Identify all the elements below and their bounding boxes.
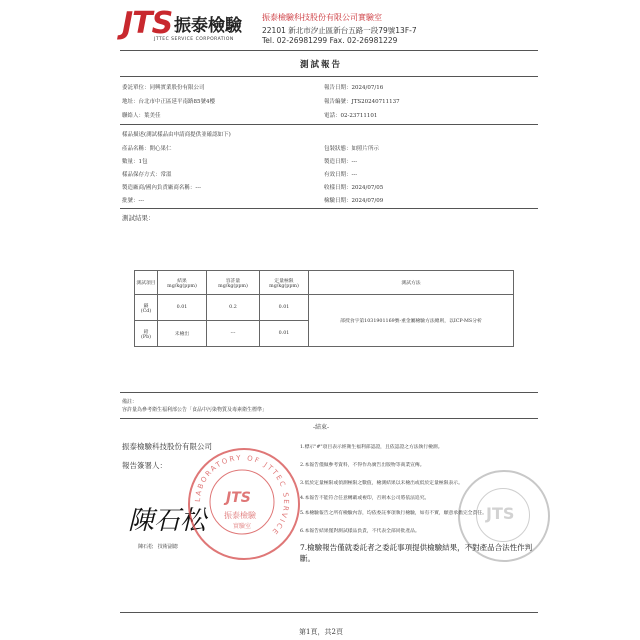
header-result: 結果 mg/kg(ppm) xyxy=(158,271,207,295)
stamp-ring-text: LABORATORY OF JTTEC SERVICE xyxy=(193,453,291,537)
exp-row: 有效日期：--- xyxy=(324,172,358,178)
note-item: 6.本報告結果僅對測試樣品負責，不代表全部同批產品。 xyxy=(300,529,420,534)
row-limit: --- xyxy=(207,321,260,347)
note-item: 3.低於定量極限或偵測極限之數值，檢測結果以未檢出或低於定量極限表示。 xyxy=(300,481,463,486)
mfg-row: 製造日期：--- xyxy=(324,159,358,165)
row-result: 未檢出 xyxy=(158,321,207,347)
product-name-row: 產品名稱：開心果仁 xyxy=(122,146,172,152)
method-cell: 部授食字第1031901169號-重金屬檢驗方法總則，以ICP-MS分析 xyxy=(309,295,514,347)
stamp-mark: JTS xyxy=(226,490,251,506)
signature-icon: 陳石松 xyxy=(128,506,207,536)
stamp-sub: 實驗室 xyxy=(233,523,252,530)
qty-row: 數量：1包 xyxy=(122,159,148,165)
divider xyxy=(120,392,538,393)
table-header-row xyxy=(135,271,514,295)
signoff-company: 振泰檢驗科技股份有限公司 xyxy=(122,442,212,451)
company-address: 22101 新北市汐止區新台五路一段79號13F-7 xyxy=(262,26,417,35)
results-title: 測試結果： xyxy=(122,214,155,222)
row-item: 鎘 (Cd) xyxy=(135,295,158,321)
report-date-row: 報告日期：2024/07/16 xyxy=(324,85,384,91)
divider xyxy=(120,612,538,613)
header-item: 測試項目 xyxy=(135,271,158,295)
client-row: 委託單位：同興實業股份有限公司 xyxy=(122,85,205,91)
signer-name-title: 陳石松 技術副總 xyxy=(138,544,178,550)
remark-label: 備註： xyxy=(122,399,138,405)
row-result: 0.01 xyxy=(158,295,207,321)
phone-row: 電話：02-23711101 xyxy=(324,113,378,119)
contact-row: 聯絡人：葉美佳 xyxy=(122,113,161,119)
page-title: 測試報告 xyxy=(299,60,342,70)
recv-row: 收樣日期：2024/07/05 xyxy=(324,185,384,191)
stamp-cn: 振泰檢驗 xyxy=(224,511,256,520)
row-loq: 0.01 xyxy=(260,295,309,321)
header-loq: 定量極限 mg/kg(ppm) xyxy=(260,271,309,295)
header-limit: 容許量 mg/kg(ppm) xyxy=(207,271,260,295)
note-item: 1.標示"#"項目表示經衛生福利部認證，且依認證之方法執行檢測。 xyxy=(300,445,443,450)
end-mark: -結束- xyxy=(312,424,330,431)
divider xyxy=(120,124,538,125)
row-item: 鉛 (Pb) xyxy=(135,321,158,347)
row-limit: 0.2 xyxy=(207,295,260,321)
divider xyxy=(120,418,538,419)
note-item: 5.本檢驗報告之所有檢驗內容，均依委託事項執行檢驗，如有不實，願意承擔完全責任。 xyxy=(300,511,487,516)
jts-logo-icon: JTS xyxy=(122,6,173,41)
header-divider xyxy=(120,50,538,51)
pack-row: 包裝狀態：如照片所示 xyxy=(324,146,380,152)
note-item: 7.檢驗報告僅就委託者之委託事項提供檢驗結果，不對產品合法性作判斷。 xyxy=(300,543,533,563)
address-row: 地址：台北市中正區延平南路85號4樓 xyxy=(122,99,216,105)
logo-chinese-name: 振泰檢驗 xyxy=(174,16,242,36)
company-tel-fax: Tel. 02-26981299 Fax. 02-26981229 xyxy=(262,36,398,45)
divider xyxy=(120,76,538,77)
report-page xyxy=(92,0,550,640)
test-date-row: 檢驗日期：2024/07/09 xyxy=(324,198,384,204)
report-no-row: 報告編號：JTS20240711137 xyxy=(324,99,400,105)
note-item: 2.本報告僅做參考資料，不得作為廣告出版物等商業宣傳。 xyxy=(300,463,425,468)
results-table xyxy=(134,270,514,347)
company-name: 振泰檢驗科技股份有限公司實驗室 xyxy=(262,13,382,22)
signer-label: 報告簽署人： xyxy=(122,461,167,470)
remark-text: 容許量為參考衛生福利部公告「食品中污染物質及毒素衛生標準」 xyxy=(122,407,268,413)
maker-row: 製造廠商/國內負責廠商名稱：--- xyxy=(122,185,201,191)
sample-desc: 樣品描述(測試樣品由申請商提供並確認如下) xyxy=(122,132,231,138)
header-method: 測試方法 xyxy=(309,271,514,295)
page-number: 第1頁，共2頁 xyxy=(299,628,343,636)
table-row xyxy=(135,295,514,321)
storage-row: 樣品保存方式：常溫 xyxy=(122,172,172,178)
watermark-mark: JTS xyxy=(486,504,515,523)
batch-row: 批號：--- xyxy=(122,198,145,204)
lab-stamp-icon xyxy=(188,448,300,560)
divider xyxy=(120,208,538,209)
row-loq: 0.01 xyxy=(260,321,309,347)
note-item: 4.本報告不能符合任意轉載或複印，否則本公司將依法追究。 xyxy=(300,496,430,501)
logo-english-name: JTTEC SERVICE CORPORATION xyxy=(154,37,234,42)
